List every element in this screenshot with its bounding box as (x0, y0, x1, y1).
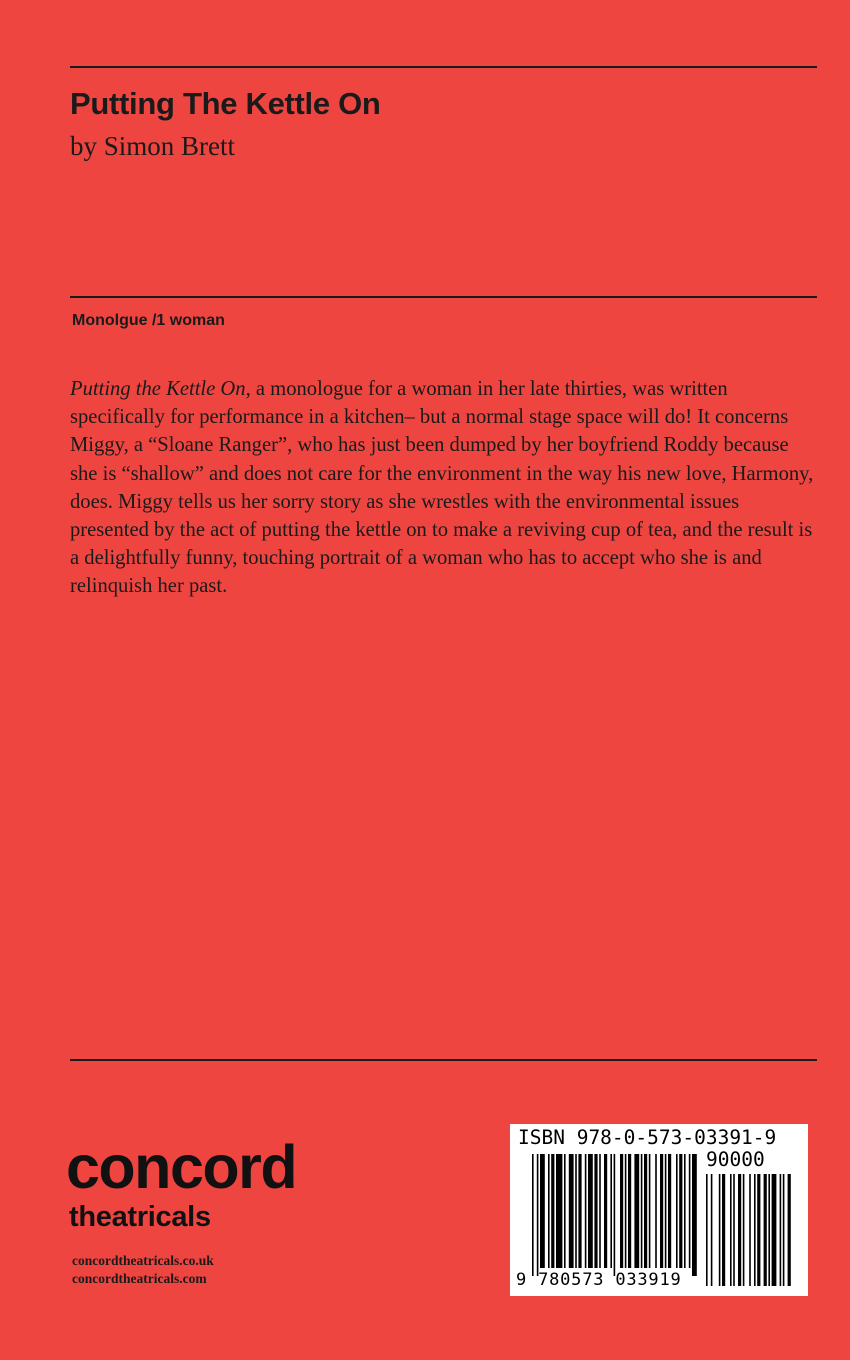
isbn-label: ISBN 978-0-573-03391-9 (518, 1126, 777, 1149)
genre-label: Monolgue /1 woman (72, 312, 225, 329)
blurb-title: Putting the Kettle On, (70, 378, 251, 400)
book-author: by Simon Brett (70, 131, 236, 161)
top-divider (70, 66, 817, 68)
website-uk: concordtheatricals.co.uk (72, 1253, 214, 1268)
website-com: concordtheatricals.com (72, 1271, 207, 1286)
blurb-text: a monologue for a woman in her late thirties, was written specifically for performance in a kitchen– but a normal stage space will do! It concerns Miggy, a “Sloane Ranger”, who has just been dumped by her boyfriend Roddy because she is “shallow” and does not care for the environment in the way his new love, Harmony, does. Miggy tells us her sorry story as she wrestles with the environmental issues presented by the act of putting the kettle on to make a reviving cup of tea, and the result is a delightfully funny, touching portrait of a woman who has to accept who she is and relinquish her past. (70, 378, 814, 598)
bottom-divider (70, 1059, 817, 1061)
logo-sub-text: theatricals (69, 1201, 211, 1233)
logo-main-text: concord (66, 1133, 297, 1201)
book-blurb (70, 375, 820, 601)
barcode-addon-digits: 90000 (706, 1148, 765, 1171)
isbn-barcode (510, 1124, 808, 1296)
publisher-logo (66, 1134, 296, 1234)
genre-divider (70, 296, 817, 298)
book-title: Putting The Kettle On (70, 86, 381, 121)
barcode-digits: 9 780573 033919 (516, 1270, 682, 1290)
